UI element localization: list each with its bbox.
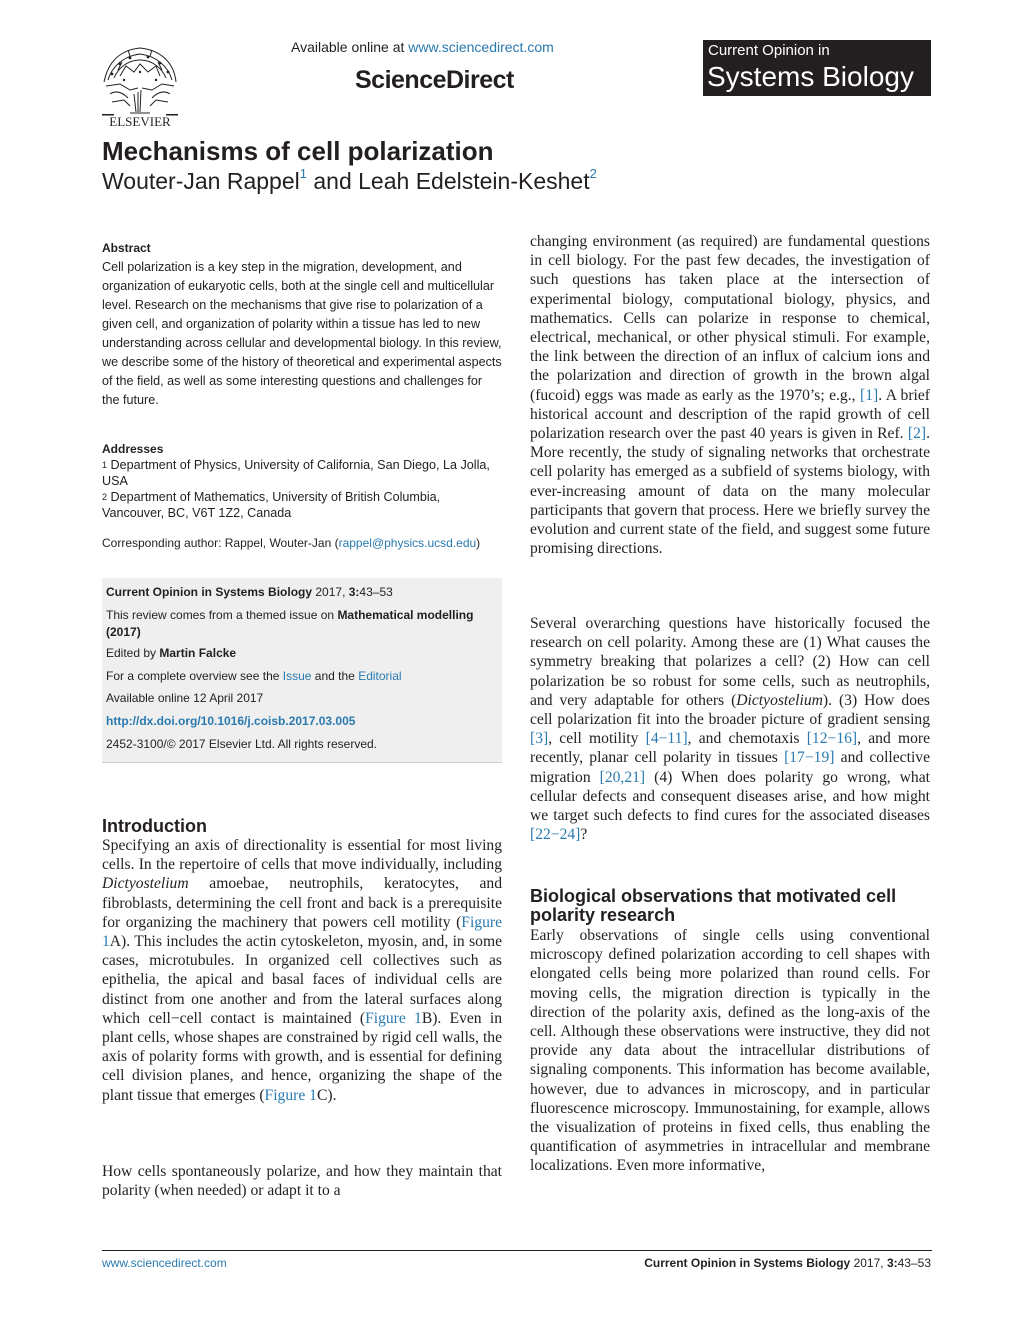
footer-journal: Current Opinion in Systems Biology xyxy=(644,1256,851,1270)
affiliation-2-number: 2 xyxy=(102,492,108,502)
citation-line xyxy=(106,584,498,601)
elsevier-tree-logo xyxy=(100,42,180,128)
citation-journal: Current Opinion in Systems Biology xyxy=(106,585,313,599)
right-p2-text-b: ). (3) How does cell polarization fit into the broader picture of gradient sensing xyxy=(530,691,930,729)
right-p1-text-b: . A brief historical account and description of the rapid growth of cell polarization research over the past 40 years is given in Ref. xyxy=(530,386,930,443)
footer-pages: 43–53 xyxy=(897,1256,931,1270)
journal-badge-line1: Current Opinion in xyxy=(708,42,830,59)
article-info-box xyxy=(102,578,502,763)
right-p2-text-d: , and chemotaxis xyxy=(687,730,800,748)
footer-rule xyxy=(102,1250,932,1251)
introduction-paragraph-2: How cells spontaneously polarize, and how they maintain that polarity (when needed) or adapt it to a xyxy=(102,1163,502,1200)
available-online-date: Available online 12 April 2017 xyxy=(106,691,264,705)
editor-name: Martin Falcke xyxy=(159,646,237,660)
ref-20-21-link[interactable]: [20,21] xyxy=(599,768,646,786)
footer-sciencedirect-link[interactable]: www.sciencedirect.com xyxy=(102,1256,227,1270)
biological-observations-heading: Biological observations that motivated cell polarity research xyxy=(530,886,897,925)
right-p1-text-c: . More recently, the study of signaling networks that orchestrate cell polarity has emerged as a subfield of systems biology, with ever-increasing amount of data on the many molecular participants that govern that process. Here we briefly survey the evolution and current state of the field, and suggest some future promising directions. xyxy=(530,425,930,558)
addresses-section xyxy=(102,441,502,521)
affiliation-1-text: Department of Physics, University of California, San Diego, La Jolla, USA xyxy=(102,458,490,488)
citation-volume: 3: xyxy=(348,585,360,599)
journal-badge-line2: Systems Biology xyxy=(707,61,914,92)
addresses-heading: Addresses xyxy=(102,442,164,456)
right-p2-text-h: ? xyxy=(580,826,588,844)
right-p2-text-c: , cell motility xyxy=(548,730,639,748)
doi-line xyxy=(106,713,498,730)
intro-text-a: Specifying an axis of directionality is essential for most living cells. In the repertoire of cells that move individually, including xyxy=(102,837,502,874)
figure-1-link-b[interactable]: Figure 1 xyxy=(365,1009,422,1027)
abstract-heading: Abstract xyxy=(102,241,151,255)
sciencedirect-link[interactable]: www.sciencedirect.com xyxy=(408,39,554,55)
footer-volume: 3: xyxy=(886,1256,898,1270)
author-and: and xyxy=(313,168,352,194)
abstract-text: Cell polarization is a key step in the migration, development, and organization of eukaryotic cells, both at the single cell and multicellular level. Research on the mechanisms that give rise to polarization of a given cell, and organization of polarity within a tissue has led to new understanding across cellular and developmental biology. In this review, we describe some of the history of theoretical and experimental aspects of the field, as well as some interesting questions and challenges for the future. xyxy=(102,260,502,407)
ref-3-link[interactable]: [3] xyxy=(530,730,549,748)
publisher-wordmark: ELSEVIER xyxy=(109,114,171,128)
corresponding-email-link[interactable]: rappel@physics.ucsd.edu xyxy=(338,536,477,550)
footer-year: 2017, xyxy=(853,1256,884,1270)
abstract-section xyxy=(102,239,502,410)
corresponding-prefix: Corresponding author: Rappel, Wouter-Jan ( xyxy=(102,536,339,550)
author-list xyxy=(102,168,597,195)
right-p2-text-g: (4) When does polarity go wrong, what cellular defects and consequent diseases arise, and how might we target such defects to find cures for the associated diseases xyxy=(530,768,930,825)
overview-line xyxy=(106,668,498,685)
overview-prefix: For a complete overview see the xyxy=(106,669,280,683)
introduction-paragraph-1 xyxy=(102,836,502,1105)
doi-link[interactable]: http://dx.doi.org/10.1016/j.coisb.2017.03.005 xyxy=(106,714,356,728)
right-paragraph-1 xyxy=(530,232,930,558)
intro-dictyostelium: Dictyostelium xyxy=(102,875,189,893)
figure-1-link-c[interactable]: Figure 1 xyxy=(264,1086,317,1104)
right-paragraph-2 xyxy=(530,614,930,844)
overview-and: and the xyxy=(314,669,355,683)
right-p2-text-f: and collective migration xyxy=(530,749,930,786)
author-2-affiliation[interactable]: 2 xyxy=(589,166,597,181)
ref-22-24-link[interactable]: [22−24] xyxy=(530,826,581,844)
author-1[interactable]: Wouter-Jan Rappel xyxy=(102,168,300,194)
themed-topic: Mathematical modelling (2017) xyxy=(106,608,474,639)
sciencedirect-brand: ScienceDirect xyxy=(355,66,514,94)
article-title: Mechanisms of cell polarization xyxy=(102,136,494,166)
ref-12-16-link[interactable]: [12−16] xyxy=(806,730,858,748)
themed-issue-line xyxy=(106,607,498,641)
journal-badge xyxy=(703,40,931,96)
editorial-link[interactable]: Editorial xyxy=(358,669,402,683)
figure-1-link-a[interactable]: Figure 1 xyxy=(102,913,502,951)
author-1-affiliation[interactable]: 1 xyxy=(299,166,307,181)
ref-4-11-link[interactable]: [4−11] xyxy=(645,730,688,748)
footer-citation xyxy=(629,1256,931,1270)
edited-prefix: Edited by xyxy=(106,646,157,660)
issue-link[interactable]: Issue xyxy=(282,669,312,683)
intro-text-c: A). This includes the actin cytoskeleton, myosin, and, in some cases, microtubules. In organized cell collectives such as epithelia, the apical and basal faces of individual cells are distinct from one another and from the lateral surfaces along which cell−cell contact is maintained ( xyxy=(102,933,502,1027)
intro-text-d: B). Even in plant cells, whose shapes are constrained by rigid cell walls, the axis of polarity forms with growth, and is essential for defining cell division planes, and hence, organizing the shape of the plant tissue that emerges ( xyxy=(102,1009,502,1104)
intro-text-b: amoebae, neutrophils, keratocytes, and fibroblasts, determining the cell front and back is a prerequisite for organizing the machinery that powers cell motility ( xyxy=(102,875,502,931)
right-paragraph-3: Early observations of single cells using conventional microscopy defined polarization according to cell shapes with elongated cells being more polarized than round cells. For moving cells, the migration direction is typically in the direction of the polarity axis, defined as the long-axis of the cell. Although these observations were instructive, they did not provide any data about the intracellular distributions of signaling components. This information has become available, however, due to advances in microscopy, and in particular fluorescence microscopy. Immunostaining, for example, allows the visualization of proteins in fixed cells, thus enabling the quantification of asymmetries in intracellular and membrane localizations. Even more informative, xyxy=(530,927,930,1175)
ref-1-link[interactable]: [1] xyxy=(860,386,879,404)
affiliation-2 xyxy=(102,489,502,521)
edited-by-line xyxy=(106,645,498,662)
copyright-line: 2452-3100/© 2017 Elsevier Ltd. All rights reserved. xyxy=(106,737,377,751)
author-2[interactable]: Leah Edelstein-Keshet xyxy=(358,168,590,194)
citation-year: 2017, xyxy=(315,585,346,599)
affiliation-1 xyxy=(102,457,502,489)
ref-2-link[interactable]: [2] xyxy=(907,425,927,443)
right-p2-text-a: Several overarching questions have historically focused the research on cell polarity. Among these are (1) What causes the symmetry breaking that polarizes a cell? (2) How can cell polarization be so robust for some cells, such as neutrophils, and very adaptable for others ( xyxy=(530,615,930,709)
affiliation-2-text: Department of Mathematics, University of British Columbia, Vancouver, BC, V6T 1Z2, Canada xyxy=(102,490,441,520)
ref-17-19-link[interactable]: [17−19] xyxy=(784,749,835,767)
right-p2-text-e: , and more recently, planar cell polarity in tissues xyxy=(530,730,930,767)
right-p2-dictyostelium: Dictyostelium xyxy=(736,691,823,709)
introduction-heading: Introduction xyxy=(102,816,207,836)
corresponding-author xyxy=(102,536,502,550)
themed-prefix: This review comes from a themed issue on xyxy=(106,608,335,622)
intro-text-e: C). xyxy=(316,1086,337,1104)
available-online-line xyxy=(291,39,554,55)
corresponding-suffix: ) xyxy=(476,536,481,550)
affiliation-1-number: 1 xyxy=(102,460,108,470)
right-p1-text-a: changing environment (as required) are fundamental questions in cell biology. For the past few decades, the investigation of such questions has taken place at the intersection of experimental biology, computational biology, physics, and mathematics. Cells can polarize in response to chemical, electrical, mechanical, or other physical stimuli. For example, the link between the direction of an influx of calcium ions and the polarization and direction of growth in the brown algal (fucoid) eggs was made as early as the 1970’s; e.g., xyxy=(530,233,930,404)
available-prefix: Available online at xyxy=(291,39,405,55)
citation-pages: 43–53 xyxy=(359,585,393,599)
